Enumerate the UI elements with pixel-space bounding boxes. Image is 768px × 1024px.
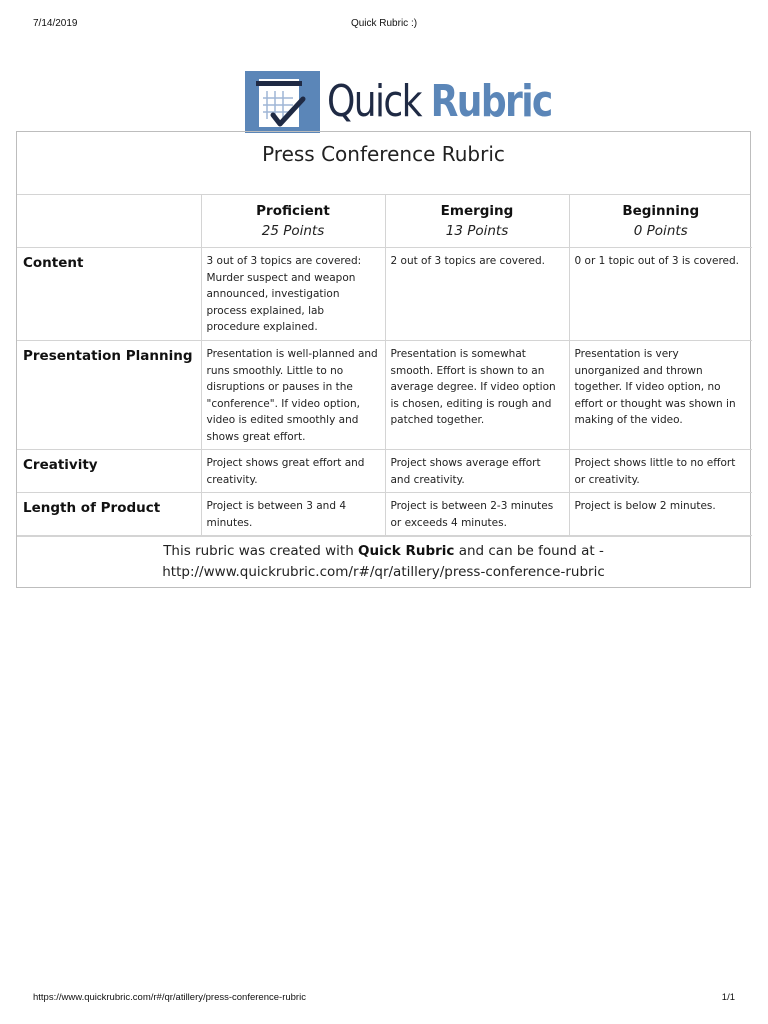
print-page-number: 1/1 [721, 992, 735, 1003]
criterion-cell: Project is between 2-3 minutes or exceeds 4 minutes. [385, 493, 569, 536]
criterion-name: Length of Product [17, 493, 201, 536]
level-header-proficient [201, 195, 385, 248]
criterion-cell: Presentation is very unorganized and thrown together. If video option, no effort or thought was shown in making of the video. [569, 341, 752, 450]
print-page-title: Quick Rubric :) [350, 18, 418, 29]
level-name: Beginning [622, 203, 700, 219]
level-header-beginning [569, 195, 752, 248]
criterion-cell: 0 or 1 topic out of 3 is covered. [569, 248, 752, 341]
logo-wordmark [327, 77, 552, 127]
rubric-title: Press Conference Rubric [17, 132, 750, 195]
credit-suffix: and can be found at - http://www.quickrubric.com/r#/qr/atillery/press-conference-rubric [162, 543, 605, 580]
level-name: Proficient [256, 203, 330, 219]
criterion-name: Creativity [17, 450, 201, 493]
criterion-cell: Project is below 2 minutes. [569, 493, 752, 536]
rubric-grid [17, 195, 752, 536]
rubric-checklist-icon [245, 71, 320, 133]
level-points: 13 Points [445, 223, 509, 239]
criterion-row-content [17, 248, 752, 341]
rubric-credit-note [17, 536, 750, 587]
print-footer [33, 992, 735, 1006]
criterion-cell: Project shows average effort and creativity. [385, 450, 569, 493]
print-header [33, 18, 735, 32]
criterion-cell: 2 out of 3 topics are covered. [385, 248, 569, 341]
criterion-name: Presentation Planning [17, 341, 201, 450]
criterion-cell: Presentation is well-planned and runs smoothly. Little to no disruptions or pauses in the "conference". If video option, video is edited smoothly and shows great effort. [201, 341, 385, 450]
header-blank-cell [17, 195, 201, 248]
criterion-cell: Project shows little to no effort or creativity. [569, 450, 752, 493]
criterion-cell: Project is between 3 and 4 minutes. [201, 493, 385, 536]
criterion-row-presentation-planning [17, 341, 752, 450]
levels-header-row [17, 195, 752, 248]
criterion-cell: Presentation is somewhat smooth. Effort is shown to an average degree. If video option is chosen, editing is rough and patched together. [385, 341, 569, 450]
credit-brand: Quick Rubric [358, 543, 455, 559]
logo-word-rubric: Rubric [430, 76, 552, 127]
level-header-emerging [385, 195, 569, 248]
level-points: 0 Points [633, 223, 688, 239]
rubric-table [16, 131, 751, 588]
criterion-row-creativity [17, 450, 752, 493]
print-date: 7/14/2019 [33, 18, 78, 29]
criterion-cell: Project shows great effort and creativity. [201, 450, 385, 493]
credit-prefix: This rubric was created with [163, 543, 359, 559]
criterion-cell: 3 out of 3 topics are covered: Murder suspect and weapon announced, investigation process explained, lab procedure explained. [201, 248, 385, 341]
logo-word-quick: Quick [327, 76, 421, 127]
level-name: Emerging [440, 203, 514, 219]
quick-rubric-logo [245, 71, 552, 133]
print-footer-url: https://www.quickrubric.com/r#/qr/atillery/press-conference-rubric [33, 992, 306, 1003]
criterion-name: Content [17, 248, 201, 341]
level-points: 25 Points [261, 223, 325, 239]
criterion-row-length-of-product [17, 493, 752, 536]
